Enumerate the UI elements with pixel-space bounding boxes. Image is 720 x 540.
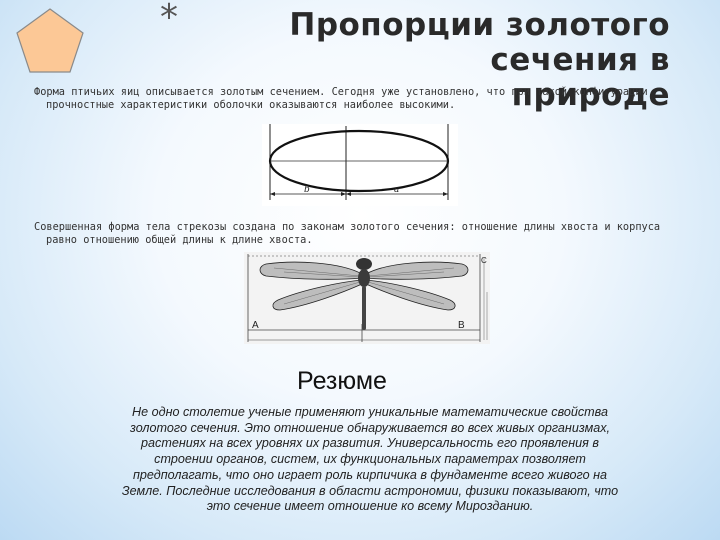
egg-paragraph-line-2: прочностные характеристики оболочки оказываются наиболее высокими. <box>46 98 456 111</box>
dragonfly-paragraph-line-1: Совершенная форма тела стрекозы создана по законам золотого сечения: отношение длины хвоста и корпуса <box>34 221 661 233</box>
summary-line: растениях на всех уровнях их развития. Универсальность его проявления в <box>141 436 599 451</box>
egg-label-a: a <box>394 185 400 195</box>
summary-line: строении органов, систем, их функциональных параметрах позволяет <box>154 452 586 467</box>
dragonfly-label-b: B <box>458 320 465 331</box>
dragonfly-diagram <box>244 252 490 344</box>
egg-diagram <box>262 124 458 206</box>
egg-paragraph-line-1: Форма птичьих яиц описывается золотым сечением. Сегодня уже установлено, что при такой конфигурации <box>34 86 648 98</box>
egg-paragraph <box>34 86 694 112</box>
title-line-2: природе <box>511 77 670 114</box>
dragonfly-label-a: A <box>252 320 259 331</box>
summary-text <box>60 405 680 515</box>
egg-diagram-svg <box>262 124 458 206</box>
title-line-1: Пропорции золотого сечения в <box>289 7 670 79</box>
dragonfly-label-c: C <box>481 256 487 265</box>
egg-label-b: b <box>304 185 310 195</box>
dragonfly-paragraph <box>34 221 694 247</box>
summary-title: Резюме <box>297 367 387 395</box>
summary-line: Земле. Последние исследования в области астрономии, физики показывают, что <box>121 483 619 498</box>
summary-line: Не одно столетие ученые применяют уникальные математические свойства <box>132 405 608 419</box>
summary-line: это сечение имеет отношение ко всему Мирозданию. <box>206 499 534 514</box>
summary-line: предполагать, что оно играет роль кирпичика в фундаменте всего живого на <box>132 467 608 482</box>
pentagon-shape <box>14 6 86 76</box>
dragonfly-paragraph-line-2: равно отношению общей длины к длине хвоста. <box>46 233 313 246</box>
title-bullet: * <box>160 0 178 38</box>
summary-line: золотого сечения. Это отношение обнаруживается во всех живых организмах, <box>129 420 611 435</box>
dragonfly-diagram-svg <box>244 252 490 344</box>
